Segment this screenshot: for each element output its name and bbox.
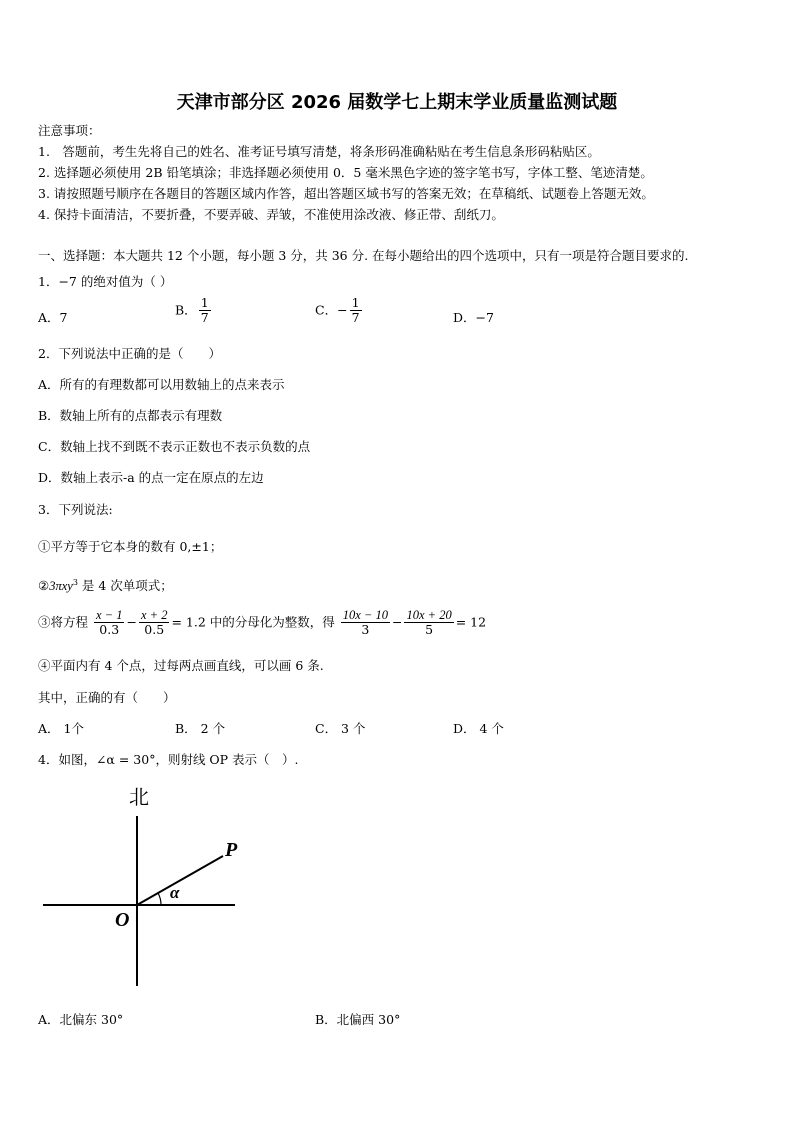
denominator: 0.5 — [144, 622, 165, 638]
q1-stem: 1．−7 的绝对值为（ ） — [38, 274, 173, 289]
q3-stem: 3．下列说法: — [38, 502, 113, 517]
equation-rhs: = 1.2 — [171, 614, 206, 630]
angle-figure — [35, 778, 255, 998]
numerator: 10x + 20 — [406, 608, 452, 622]
q2-option-d: D．数轴上表示-a 的点一定在原点的左边 — [38, 470, 264, 485]
q3-statement-3 — [38, 608, 486, 638]
q2-option-b: B．数轴上所有的点都表示有理数 — [38, 408, 223, 423]
q1-option-d: D．−7 — [453, 310, 494, 325]
numerator: 10x − 10 — [342, 608, 388, 622]
notice-item-3: 3. 请按照题号顺序在各题目的答题区域内作答，超出答题区域书写的答案无效；在草稿纸、试题卷上答题无效。 — [38, 186, 654, 201]
denominator: 3 — [361, 622, 370, 638]
statement-text: ③将方程 — [38, 614, 89, 630]
statement-text: 是 4 次单项式； — [77, 578, 173, 593]
q3-which: 其中，正确的有（ ） — [38, 690, 176, 705]
q3-statement-4: ④平面内有 4 个点，过每两点画直线，可以画 6 条. — [38, 658, 324, 673]
q3-option-c: C． 3 个 — [315, 721, 366, 736]
fraction — [341, 608, 390, 638]
exponent: 3 — [72, 577, 78, 587]
page-title: 天津市部分区 2026 届数学七上期末学业质量监测试题 — [176, 92, 618, 113]
fraction — [404, 608, 453, 638]
ray-op — [137, 856, 223, 905]
denominator: 7 — [351, 310, 360, 326]
q3-option-a: A． 1个 — [38, 721, 84, 736]
q3-statement-2 — [38, 576, 173, 594]
q3-option-d: D． 4 个 — [453, 721, 504, 736]
q1-option-b-label: B． — [175, 302, 197, 318]
statement-number: ② — [38, 578, 50, 593]
denominator: 5 — [425, 622, 434, 638]
q2-stem: 2．下列说法中正确的是（ ） — [38, 346, 221, 361]
q1-option-c — [315, 296, 364, 326]
q2-option-c: C．数轴上找不到既不表示正数也不表示负数的点 — [38, 439, 311, 454]
fraction — [199, 296, 211, 326]
notice-item-4: 4. 保持卡面清洁，不要折叠，不要弄破、弄皱，不准使用涂改液、修正带、刮纸刀。 — [38, 207, 504, 222]
q3-option-b: B． 2 个 — [175, 721, 226, 736]
notice-heading: 注意事项： — [38, 123, 101, 138]
q1-option-b — [175, 296, 213, 326]
fraction — [350, 296, 362, 326]
section-heading: 一、选择题：本大题共 12 个小题，每小题 3 分，共 36 分. 在每小题给出的四个选项中，只有一项是符合题目要求的. — [38, 248, 689, 263]
q1-option-a: A．7 — [38, 310, 68, 325]
angle-arc — [158, 893, 161, 905]
monomial: 3πxy — [49, 579, 73, 593]
numerator: x − 1 — [96, 608, 123, 622]
q2-option-a: A．所有的有理数都可以用数轴上的点来表示 — [38, 377, 285, 392]
q4-stem: 4．如图，∠α = 30°，则射线 OP 表示（ ）. — [38, 752, 299, 767]
numerator: x + 2 — [140, 608, 168, 622]
denominator: 0.3 — [99, 622, 120, 638]
q4-option-a: A．北偏东 30° — [38, 1012, 124, 1027]
minus-sign: − — [337, 302, 348, 318]
numerator: 1 — [351, 295, 360, 310]
minus-sign: − — [391, 614, 403, 630]
north-label: 北 — [129, 785, 149, 809]
denominator: 7 — [200, 310, 209, 326]
numerator: 1 — [200, 295, 209, 310]
statement-text: 中的分母化为整数，得 — [205, 614, 335, 630]
q4-option-b: B．北偏西 30° — [315, 1012, 401, 1027]
notice-item-1: 1. 答题前，考生先将自己的姓名、准考证号填写清楚，将条形码准确粘贴在考生信息条形码粘贴区。 — [38, 144, 600, 159]
q1-option-c-label: C． — [315, 302, 338, 318]
fraction — [94, 608, 124, 638]
equation-rhs: = 12 — [455, 614, 487, 630]
fraction — [139, 608, 169, 638]
q3-statement-1: ①平方等于它本身的数有 0,±1； — [38, 539, 223, 554]
minus-sign: − — [126, 614, 137, 630]
point-p-label: P — [225, 839, 238, 861]
angle-alpha-label: α — [170, 883, 180, 902]
notice-item-2: 2. 选择题必须使用 2B 铅笔填涂；非选择题必须使用 0．5 毫米黑色字迹的签字笔书写，字体工整、笔迹清楚。 — [38, 165, 653, 180]
point-o-label: O — [115, 909, 130, 931]
